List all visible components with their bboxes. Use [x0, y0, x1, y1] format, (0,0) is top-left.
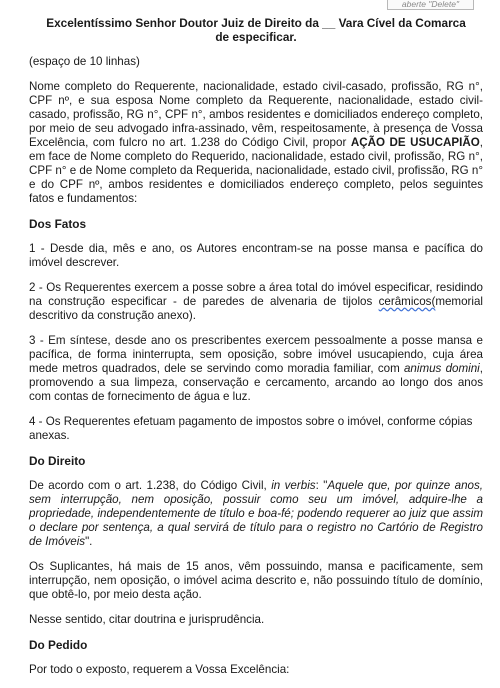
- action-name: AÇÃO DE USUCAPIÃO: [350, 136, 480, 149]
- document-page: [29, 16, 483, 688]
- law-citation-paragraph: [29, 479, 483, 549]
- law-citation-lead: De acordo com o art. 1.238, do Código Civil,: [29, 479, 272, 492]
- suplicantes-paragraph: Os Suplicantes, há mais de 15 anos, vêm possuindo, mansa e pacificamente, sem interrupção, nem oposição, o imóvel acima descrito e, não possuindo título de domínio, que obtê-lo, por meio desta ação.: [29, 560, 483, 601]
- fact-item-2: [29, 281, 483, 323]
- fact-item-3-end: , promovendo a sua limpeza, conservação e cercamento, arcando ao longo dos anos com contas de fornecimento de água e luz.: [29, 362, 483, 403]
- spacing-note: (espaço de 10 linhas): [29, 55, 140, 68]
- intro-text-start: Nome completo do Requerente, nacionalidade, estado civil-casado, profissão, RG n°, CPF nº, e sua esposa Nome completo da Requerente, nacionalidade, estado civil-casado, profissão, RG n°, CPF n°, ambos residentes e domiciliados endereço completo, por meio de seu advogado infra-assinado, vêm, respeitosamente, à presença de Vossa Excelência, com fulcro no art. 1.238 do Código Civil, propor: [29, 80, 483, 149]
- intro-paragraph: [29, 80, 483, 206]
- law-quote: Aquele que, por quinze anos, sem interrupção, nem oposição, possuir como seu um imóvel, adquire-lhe a propriedade, independentemente de título e boa-fé; podendo requerer ao juiz que assim o declare por sentença, a qual servirá de título para o registro no Cartório de Registro de Imóveis: [29, 479, 483, 548]
- heading-dos-fatos: Dos Fatos: [29, 217, 87, 231]
- quote-open: : ": [315, 479, 328, 492]
- animus-domini-term: animus domini: [403, 362, 480, 375]
- request-intro: Por todo o exposto, requerem a Vossa Excelência:: [29, 663, 290, 676]
- heading-do-pedido: Do Pedido: [29, 638, 88, 652]
- spellcheck-flagged-word: cerâmicos(: [378, 295, 436, 308]
- fact-item-3: [29, 334, 483, 404]
- fact-item-3-start: 3 - Em síntese, desde ano os prescribentes exercem pessoalmente a posse mansa e pacífica, de forma ininterrupta, sem oposição, sobre imóvel usucapiendo, cuja área mede metros quadrados, dele se servindo como moradia familiar, com: [29, 334, 483, 375]
- doctrine-note: Nesse sentido, citar doutrina e jurisprudência.: [29, 613, 265, 626]
- hint-tab: aberte "Delete": [387, 0, 474, 10]
- in-verbis-term: in verbis: [271, 479, 316, 492]
- document-title: Excelentíssimo Senhor Doutor Juiz de Direito da __ Vara Cível da Comarca de especificar.: [46, 16, 466, 44]
- fact-item-4: 4 - Os Requerentes efetuam pagamento de impostos sobre o imóvel, conforme cópias anexas.: [29, 415, 473, 442]
- intro-text-end: , em face de Nome completo do Requerido, nacionalidade, estado civil, profissão, RG n°, CPF n° e de Nome completo da Requerida, nacionalidade, estado civil, profissão, RG n° e do CPF nº, ambos residentes e domiciliados endereço completo, pelos seguintes fatos e fundamentos:: [29, 136, 483, 205]
- fact-item-1: 1 - Desde dia, mês e ano, os Autores encontram-se na posse mansa e pacífica do imóvel descrever.: [29, 242, 483, 269]
- fact-item-2-start: 2 - Os Requerentes exercem a posse sobre a área total do imóvel especificar, residindo na construção especificar - de paredes de alvenaria de tijolos: [29, 281, 483, 308]
- heading-do-direito: Do Direito: [29, 454, 86, 468]
- fact-item-2-end: memorial descritivo da construção anexo).: [29, 295, 483, 322]
- quote-close: ".: [85, 535, 93, 548]
